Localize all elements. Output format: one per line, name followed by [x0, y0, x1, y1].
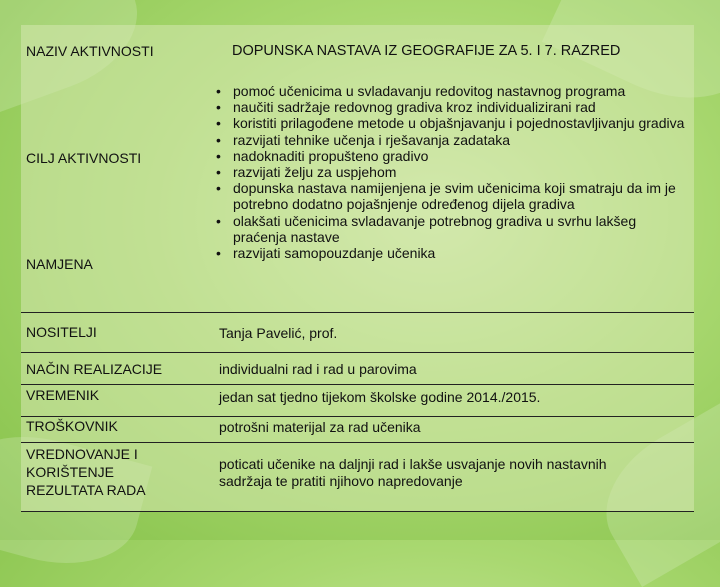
evaluation-value-line: poticati učenike na daljnji rad i lakše usvajanje novih nastavnih	[219, 456, 607, 472]
method-value: individualni rad i rad u parovima	[219, 361, 417, 377]
schedule-label: VREMENIK	[26, 387, 100, 403]
goal-bullet-item: • razvijati želju za uspjehom	[215, 164, 693, 180]
goal-bullet-item: • pomoć učenicima u svladavanju redovitog nastavnog programa	[215, 83, 693, 99]
goal-bullet-list	[215, 83, 693, 261]
costs-label: TROŠKOVNIK	[26, 418, 118, 434]
purpose-label: NAMJENA	[26, 256, 93, 272]
goal-bullet-item: • naučiti sadržaje redovnog gradiva kroz individualizirani rad	[215, 99, 693, 115]
activity-title: DOPUNSKA NASTAVA IZ GEOGRAFIJE ZA 5. I 7. RAZRED	[232, 43, 621, 59]
holders-row	[21, 312, 694, 353]
evaluation-value-line: sadržaja te pratiti njihovo napredovanje	[219, 473, 463, 489]
goal-label: CILJ AKTIVNOSTI	[26, 150, 142, 166]
goal-bullet-item: • razvijati tehnike učenja i rješavanja zadataka	[215, 132, 693, 148]
evaluation-label-line: REZULTATA RADA	[26, 482, 146, 498]
holders-label: NOSITELJI	[26, 324, 97, 340]
method-label: NAČIN REALIZACIJE	[26, 361, 163, 377]
schedule-value: jedan sat tjedno tijekom školske godine 2014./2015.	[219, 389, 541, 405]
goal-bullet-item: • nadoknaditi propušteno gradivo	[215, 148, 693, 164]
evaluation-label-line: KORIŠTENJE	[26, 464, 114, 480]
activity-name-label: NAZIV AKTIVNOSTI	[26, 43, 154, 59]
goal-bullet-item: • dopunska nastava namijenjena je svim učenicima koji smatraju da im je potrebno dodatno pojašnjenje određenog dijela gradiva	[215, 180, 693, 212]
goal-bullet-item: • razvijati samopouzdanje učenika	[215, 245, 693, 261]
schedule-row	[21, 384, 694, 417]
evaluation-row	[21, 442, 694, 512]
header-row	[21, 25, 694, 80]
holders-value: Tanja Pavelić, prof.	[219, 325, 338, 341]
goal-bullet-item: • olakšati učenicima svladavanje potrebnog gradiva u svrhu lakšeg praćenja nastave	[215, 213, 693, 245]
goal-purpose-row	[21, 80, 694, 312]
evaluation-label	[26, 446, 208, 498]
method-row	[21, 352, 694, 385]
costs-row	[21, 416, 694, 443]
activity-table	[21, 25, 694, 511]
goal-bullet-item: • koristiti prilagođene metode u objašnjavanju i pojednostavljivanju gradiva	[215, 115, 693, 131]
costs-value: potrošni materijal za rad učenika	[219, 419, 421, 435]
evaluation-value	[219, 456, 689, 489]
evaluation-label-line: VREDNOVANJE I	[26, 446, 138, 462]
